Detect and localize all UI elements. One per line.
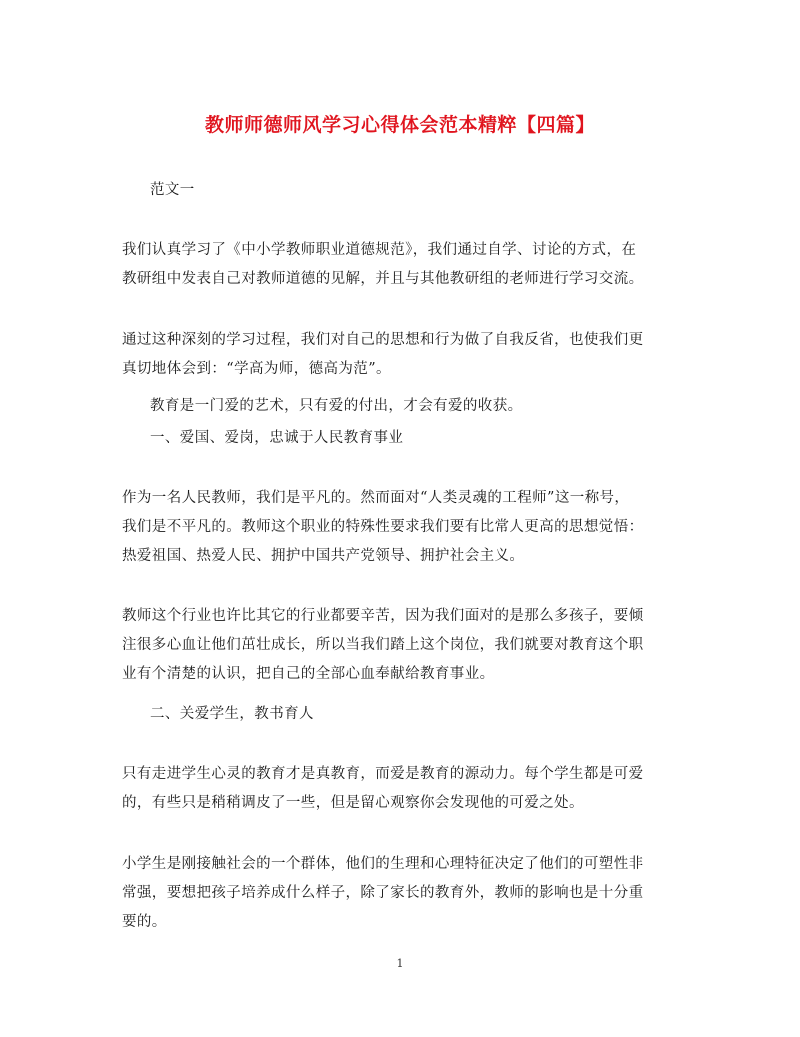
document-title: 教师师德师风学习心得体会范本精粹【四篇】: [204, 114, 595, 136]
paragraph-7: [122, 850, 682, 937]
paragraph-5: [122, 602, 682, 689]
text-line: 我们认真学习了《中小学教师职业道德规范》，我们通过自学、讨论的方式，在: [122, 242, 637, 258]
paragraph-6: [122, 760, 682, 818]
text-line: 二、关爱学生，教书育人: [150, 706, 314, 722]
text-line: 教研组中发表自己对教师道德的见解，并且与其他教研组的老师进行学习交流。: [122, 271, 644, 287]
section-heading-fanwen-1: [150, 176, 710, 205]
paragraph-3: [150, 392, 710, 421]
text-line: 教师这个行业也许比其它的行业都要辛苦，因为我们面对的是那么多孩子，要倾: [122, 608, 644, 624]
paragraph-4: [122, 484, 682, 571]
text-line: 要的。: [122, 914, 167, 930]
text-line: 教育是一门爱的艺术，只有爱的付出，才会有爱的收获。: [150, 398, 523, 414]
text-line: 小学生是刚接触社会的一个群体，他们的生理和心理特征决定了他们的可塑性非: [122, 856, 644, 872]
text-line: 一、爱国、爱岗，忠诚于人民教育事业: [150, 430, 404, 446]
text-line: 作为一名人民教师，我们是平凡的。然而面对“人类灵魂的工程师”这一称号，: [122, 490, 630, 506]
text-line: 真切地体会到：“学高为师，德高为范”。: [122, 361, 391, 377]
text-line: 注很多心血让他们茁壮成长，所以当我们踏上这个岗位，我们就要对教育这个职: [122, 637, 644, 653]
text-line: 我们是不平凡的。教师这个职业的特殊性要求我们要有比常人更高的思想觉悟：: [122, 519, 644, 535]
text-line: 通过这种深刻的学习过程，我们对自己的思想和行为做了自我反省，也使我们更: [122, 332, 644, 348]
paragraph-2: [122, 326, 682, 384]
text-line: 只有走进学生心灵的教育才是真教育，而爱是教育的源动力。每个学生都是可爱: [122, 766, 644, 782]
text-line: 常强，要想把孩子培养成什么样子，除了家长的教育外，教师的影响也是十分重: [122, 885, 644, 901]
text-line: 范文一: [150, 182, 195, 198]
text-line: 业有个清楚的认识，把自己的全部心血奉献给教育事业。: [122, 666, 495, 682]
section-heading-2: [150, 700, 710, 729]
section-heading-1: [150, 424, 710, 453]
page-number: 1: [396, 957, 404, 970]
text-line: 的，有些只是稍稍调皮了一些，但是留心观察你会发现他的可爱之处。: [122, 795, 584, 811]
paragraph-1: [122, 236, 682, 294]
text-line: 热爱祖国、热爱人民、拥护中国共产党领导、拥护社会主义。: [122, 548, 525, 564]
